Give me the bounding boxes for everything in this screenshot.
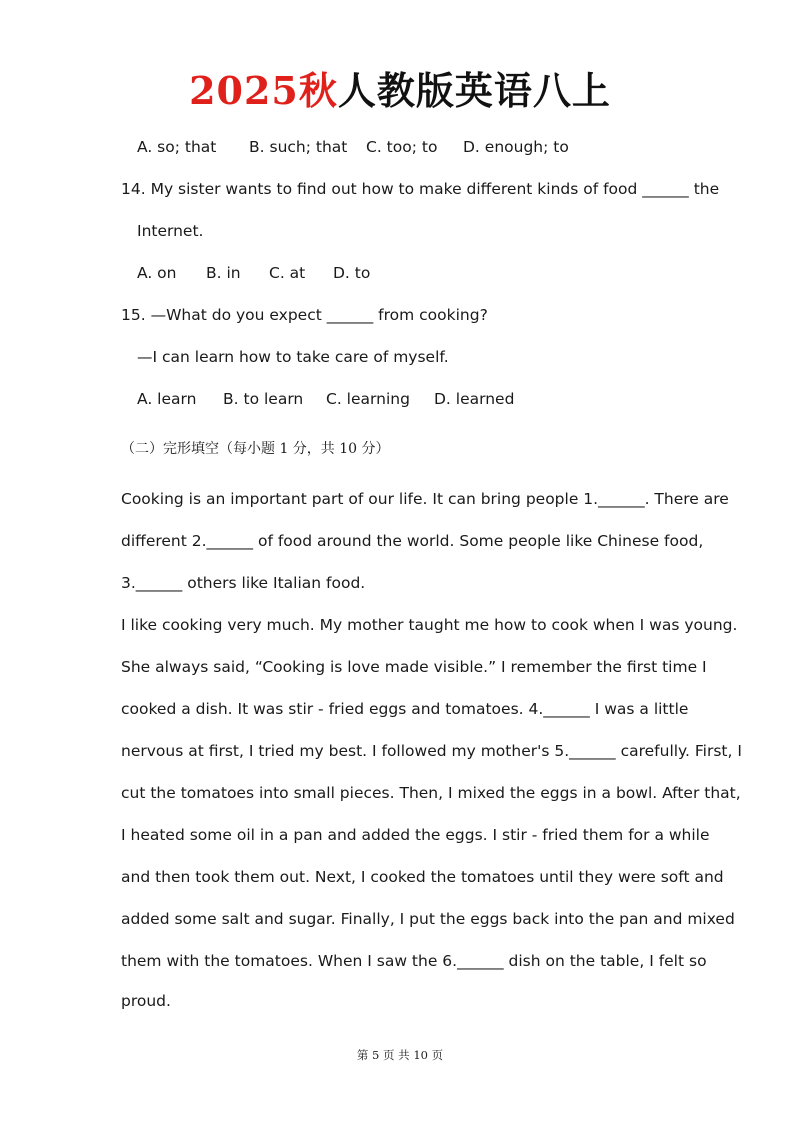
q15-stem-line-1: 15. —What do you expect ______ from cooking? [121,306,488,324]
page-number-footer: 第 5 页 共 10 页 [356,1048,444,1062]
q15-option-c: C. learning [326,390,410,408]
q14-stem-line-1: 14. My sister wants to find out how to make different kinds of food ______ the [121,180,720,198]
q13-option-c: C. too; to [366,138,438,156]
passage-line: I heated some oil in a pan and added the eggs. I stir - fried them for a while [121,826,710,844]
passage-line: 3.______ others like Italian food. [121,574,366,592]
passage-line: cooked a dish. It was stir - fried eggs and tomatoes. 4.______ I was a little [121,700,689,718]
passage-line: and then took them out. Next, I cooked the tomatoes until they were soft and [121,868,724,886]
title-year-season: 2025秋 [189,68,338,113]
passage-line: added some salt and sugar. Finally, I put the eggs back into the pan and mixed [121,910,735,928]
passage-line: She always said, “Cooking is love made visible.” I remember the first time I [121,658,707,676]
q13-option-b: B. such; that [249,138,348,156]
q13-options [137,137,569,157]
q14-option-d: D. to [333,264,371,282]
passage-line: nervous at first, I tried my best. I followed my mother's 5.______ carefully. First, I [121,742,742,760]
document-title [0,60,800,115]
q15-option-b: B. to learn [223,390,304,408]
q15-option-d: D. learned [434,390,515,408]
passage-line: Cooking is an important part of our life. It can bring people 1.______. There are [121,490,729,508]
passage-line: I like cooking very much. My mother taught me how to cook when I was young. [121,616,738,634]
title-subject: 人教版英语八上 [337,68,611,113]
passage-line: proud. [121,992,171,1010]
q15-option-a: A. learn [137,390,197,408]
q15-stem-line-2: —I can learn how to take care of myself. [137,348,449,366]
q14-option-c: C. at [269,264,306,282]
q14-stem-line-2: Internet. [137,222,204,240]
passage-line: cut the tomatoes into small pieces. Then, I mixed the eggs in a bowl. After that, [121,784,741,802]
section-heading-cloze: （二）完形填空（每小题 1 分，共 10 分） [121,441,390,457]
q14-option-a: A. on [137,264,177,282]
q13-option-a: A. so; that [137,138,217,156]
q14-options [137,263,370,283]
q15-options [137,389,514,409]
passage-line: different 2.______ of food around the world. Some people like Chinese food, [121,532,704,550]
q13-option-d: D. enough; to [463,138,569,156]
passage-line: them with the tomatoes. When I saw the 6.______ dish on the table, I felt so [121,952,707,970]
q14-option-b: B. in [206,264,241,282]
